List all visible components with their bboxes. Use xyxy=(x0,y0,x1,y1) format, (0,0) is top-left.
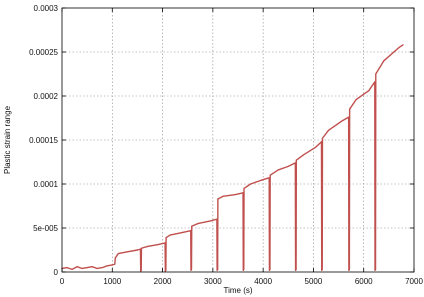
data-point xyxy=(374,81,375,82)
data-point xyxy=(235,194,236,195)
data-point xyxy=(295,162,296,163)
data-point xyxy=(383,60,384,61)
data-point xyxy=(349,269,350,270)
data-point xyxy=(349,109,350,110)
data-point xyxy=(107,265,108,266)
data-point xyxy=(278,169,279,170)
data-point xyxy=(140,249,141,250)
y-tick-label: 0.0002 xyxy=(33,92,58,101)
x-tick-label: 0 xyxy=(59,277,65,286)
data-point xyxy=(242,192,243,193)
y-tick-label: 0.0003 xyxy=(33,4,58,13)
data-point xyxy=(170,234,171,235)
data-point xyxy=(375,73,376,74)
y-tick-label: 0.00015 xyxy=(29,136,58,145)
data-point xyxy=(328,130,329,131)
data-point xyxy=(269,177,270,178)
data-point xyxy=(115,257,116,258)
x-tick-label: 2000 xyxy=(153,277,172,286)
data-point xyxy=(322,138,323,139)
x-tick-label: 7000 xyxy=(405,277,423,286)
data-point xyxy=(157,244,158,245)
data-point xyxy=(375,269,376,270)
data-point xyxy=(393,51,394,52)
data-point xyxy=(191,269,192,270)
data-point xyxy=(118,253,119,254)
data-point xyxy=(141,270,142,271)
y-tick-label: 0.00025 xyxy=(29,48,58,57)
data-point xyxy=(398,47,399,48)
data-point xyxy=(288,166,289,167)
y-tick-label: 5e-005 xyxy=(33,224,58,233)
data-point xyxy=(102,267,103,268)
data-point xyxy=(216,219,217,220)
y-axis-title: Plastic strain range xyxy=(3,105,12,175)
data-point xyxy=(76,266,77,267)
data-point xyxy=(147,246,148,247)
x-axis-title: Time (s) xyxy=(223,286,253,295)
data-point xyxy=(112,264,113,265)
data-point xyxy=(243,188,244,189)
data-point xyxy=(368,90,369,91)
data-point xyxy=(243,269,244,270)
data-point xyxy=(190,230,191,231)
data-point xyxy=(97,268,98,269)
data-point xyxy=(82,268,83,269)
data-point xyxy=(66,267,67,268)
data-point xyxy=(315,146,316,147)
x-tick-label: 4000 xyxy=(254,277,273,286)
data-point xyxy=(114,263,115,264)
data-point xyxy=(165,237,166,238)
x-tick-label: 1000 xyxy=(103,277,122,286)
data-point xyxy=(137,249,138,250)
data-point xyxy=(127,251,128,252)
data-point xyxy=(141,248,142,249)
data-point xyxy=(356,99,357,100)
data-point xyxy=(217,198,218,199)
data-point xyxy=(165,270,166,271)
data-point xyxy=(321,141,322,142)
data-point xyxy=(303,154,304,155)
data-point xyxy=(340,121,341,122)
data-point xyxy=(250,183,251,184)
data-point xyxy=(348,117,349,118)
data-point xyxy=(191,226,192,227)
data-point xyxy=(92,266,93,267)
data-point xyxy=(197,223,198,224)
y-tick-label: 0 xyxy=(53,268,58,277)
data-point xyxy=(322,269,323,270)
data-point xyxy=(87,267,88,268)
data-point xyxy=(210,220,211,221)
x-tick-label: 6000 xyxy=(354,277,373,286)
data-point xyxy=(402,44,403,45)
data-point xyxy=(295,269,296,270)
x-tick-label: 3000 xyxy=(203,277,222,286)
data-point xyxy=(182,232,183,233)
data-point xyxy=(270,175,271,176)
data-point xyxy=(269,269,270,270)
x-tick-label: 5000 xyxy=(304,277,323,286)
data-point xyxy=(71,269,72,270)
data-point xyxy=(260,180,261,181)
data-point xyxy=(164,242,165,243)
data-point xyxy=(222,196,223,197)
y-tick-label: 0.0001 xyxy=(33,180,58,189)
data-point xyxy=(217,269,218,270)
data-point xyxy=(296,160,297,161)
